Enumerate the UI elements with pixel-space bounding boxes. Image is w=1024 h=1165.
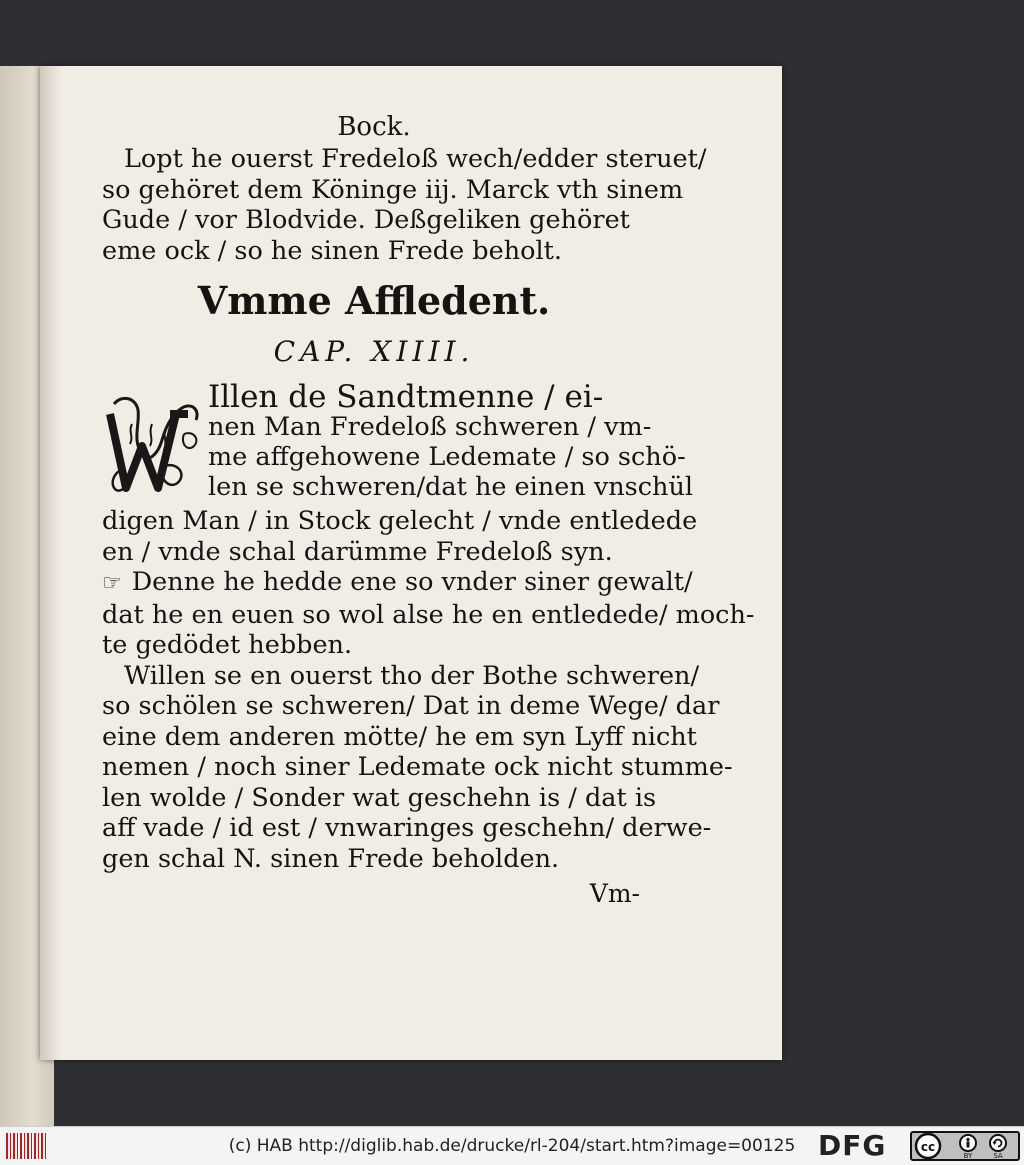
- manicule-icon: ☞: [102, 571, 122, 596]
- drop-initial-block: [102, 379, 694, 506]
- running-header: Bock.: [337, 112, 411, 142]
- text-line: Illen de Sandtmenne / ei-: [208, 379, 604, 415]
- paragraph-3: [102, 660, 733, 875]
- text-line: Gude / vor Blodvide. Deßgeliken gehöret: [102, 205, 630, 235]
- text-line: len se schweren/dat he einen vnschül: [208, 472, 694, 502]
- text-line: len wolde / Sonder wat geschehn is / dat is: [102, 782, 657, 813]
- text-line: so gehöret dem Köninge iij. Marck vth sinem: [102, 174, 684, 205]
- text-line: aff vade / id est / vnwaringes geschehn/ derwe-: [102, 813, 712, 843]
- chapter-title: Vmme Affledent.: [197, 278, 551, 323]
- ornamental-initial-w-icon: [102, 384, 206, 502]
- facing-page-bleed-through: [0, 66, 40, 1126]
- book-page: [40, 66, 782, 1060]
- by-icon: [960, 1135, 976, 1159]
- top-paragraph: [102, 144, 707, 266]
- text-line: nemen / noch siner Ledemate ock nicht stumme-: [102, 752, 733, 782]
- text-block: [102, 110, 755, 914]
- text-line: gen schal N. sinen Frede beholden.: [102, 843, 560, 874]
- text-line: te gedödet hebben.: [102, 630, 353, 660]
- svg-text:cc: cc: [920, 1140, 936, 1154]
- text-line: so schölen se schweren/ Dat in deme Wege/ dar: [102, 691, 720, 721]
- paragraph-1-continued: [102, 506, 698, 567]
- license-label-sa: SA: [993, 1152, 1003, 1159]
- cc-license-badge[interactable]: [910, 1131, 1020, 1161]
- text-line: dat he en euen so wol alse he en entledede/ moch-: [102, 599, 755, 630]
- drop-initial-lines: [208, 379, 694, 502]
- chapter-number: CAP. XIIII.: [273, 335, 475, 368]
- text-line: Lopt he ouerst Fredeloß wech/edder steruet/: [124, 144, 707, 174]
- text-line: en / vnde schal darümme Fredeloß syn.: [102, 536, 613, 567]
- text-line: eme ock / so he sinen Frede beholt.: [102, 235, 562, 266]
- cc-icon: [916, 1134, 940, 1158]
- paragraph-2: [102, 567, 755, 661]
- text-line: eine dem anderen mötte/ he em syn Lyff nicht: [102, 721, 697, 752]
- text-line: me affgehowene Ledemate / so schö-: [208, 442, 686, 472]
- text-line: digen Man / in Stock gelecht / vnde entledede: [102, 506, 698, 536]
- text-line: Willen se en ouerst tho der Bothe schweren/: [124, 660, 700, 691]
- license-label-by: BY: [963, 1152, 973, 1159]
- footer-bar: [0, 1126, 1024, 1165]
- dfg-logo[interactable]: DFG: [818, 1129, 887, 1162]
- sa-icon: [990, 1135, 1006, 1159]
- catchword: Vm-: [589, 879, 640, 908]
- text-line: Denne he hedde ene so vnder siner gewalt/: [131, 567, 693, 597]
- copyright-link[interactable]: (c) HAB http://diglib.hab.de/drucke/rl-204/start.htm?image=00125: [228, 1136, 796, 1156]
- text-line: nen Man Fredeloß schweren / vm-: [208, 412, 652, 442]
